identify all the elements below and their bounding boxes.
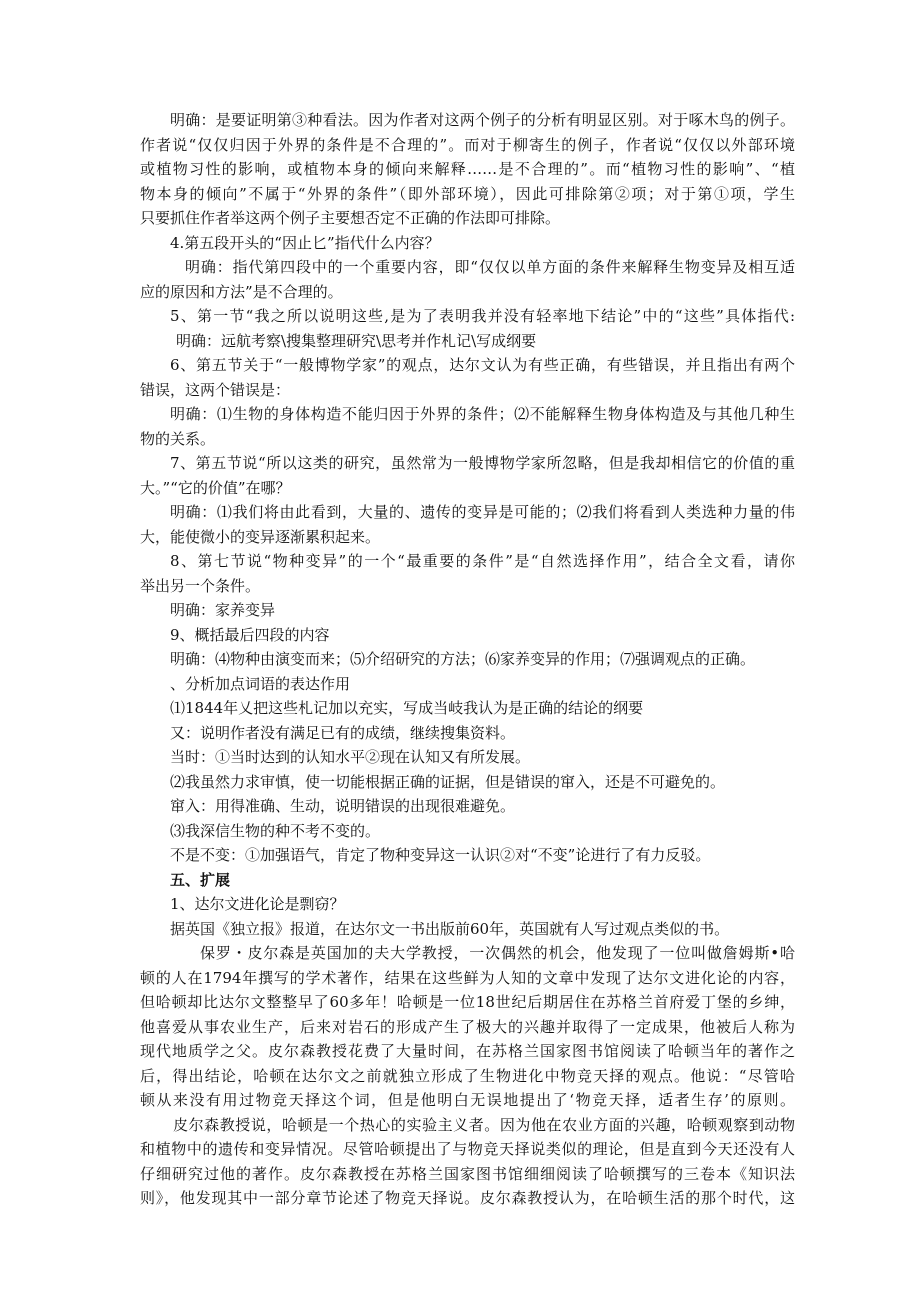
- text-line: 但哈顿却比达尔文整整早了60多年！哈顿是一位18世纪后期居住在苏格兰首府爱丁堡的乡绅，: [140, 993, 795, 1011]
- text-line: 举出另一个条件。: [140, 576, 261, 595]
- text-line: 后，得出结论，哈顿在达尔文之前就独立形成了生物进化中物竞天择的观点。他说：“尽管哈: [140, 1066, 795, 1085]
- section-heading: 五、扩展: [170, 870, 231, 889]
- text-line: 作者说“仅仅归因于外界的条件是不合理的”。而对于柳寄生的例子，作者说“仅仅以外部环境: [140, 135, 795, 154]
- text-line: 明确：远航考察\搜集整理研究\思考并作札记\写成纲要: [176, 331, 537, 350]
- text-line: 物的关系。: [140, 429, 216, 448]
- text-line: 明确：家养变异: [170, 601, 276, 619]
- text-line: 又：说明作者没有满足已有的成绩，继续搜集资料。: [170, 723, 516, 742]
- text-line: 错误，这两个错误是：: [140, 380, 291, 399]
- text-line: 皮尔森教授说，哈顿是一个热心的实验主义者。因为他在农业方面的兴趣，哈顿观察到动物: [173, 1115, 795, 1134]
- text-line: 明确：⑷物种由演变而来；⑸介绍研究的方法；⑹家养变异的作用；⑺强调观点的正确。: [170, 650, 756, 668]
- text-line: 大。”“它的价值”在哪？: [140, 478, 291, 497]
- text-line: 窜入：用得准确、生动，说明错误的出现很难避免。: [170, 797, 516, 815]
- text-line: 保罗・皮尔森是英国加的夫大学教授，一次偶然的机会，他发现了一位叫做詹姆斯•哈: [200, 944, 795, 962]
- text-line: 6、第五节关于“一般博物学家”的观点，达尔文认为有些正确，有些错误，并且指出有两个: [170, 356, 795, 374]
- text-line: 明确：⑴生物的身体构造不能归因于外界的条件；⑵不能解释生物身体构造及与其他几种生: [170, 405, 795, 423]
- text-line: 9、概括最后四段的内容: [170, 625, 330, 644]
- text-line: 8、第七节说“物种变异”的一个“最重要的条件”是“自然选择作用”，结合全文看，请你: [170, 552, 795, 570]
- text-line: ⑴1844年乂把这些札记加以充实，写成当岐我认为是正确的结论的纲要: [170, 699, 644, 717]
- text-line: 当时：①当时达到的认知水平②现在认知又有所发展。: [170, 748, 531, 766]
- text-line: 现代地质学之父。皮尔森教授花费了大量时间，在苏格兰国家图书馆阅读了哈顿当年的著作之: [140, 1042, 795, 1060]
- text-line: 和植物中的遗传和变异情况。尽管哈顿提出了与物竞天择说类似的理论，但是直到今天还没有人: [140, 1140, 795, 1158]
- text-line: 顿从来没有用过物竞天择这个词，但是他明白无误地提出了‘物竞天择，适者生存’的原则。: [140, 1091, 795, 1109]
- text-line: 7、第五节说“所以这类的研究，虽然常为一般博物学家所忽略，但是我却相信它的价值的重: [170, 454, 795, 472]
- text-line: 应的原因和方法”是不合理的。: [140, 282, 343, 301]
- text-line: 物本身的倾向”不属于“外界的条件”（即外部环境），因此可排除第②项；对于第①项，学生: [140, 184, 795, 203]
- text-line: 顿的人在1794年撰写的学术著作，结果在这些鲜为人知的文章中发现了达尔文进化论的内容，: [140, 968, 795, 987]
- text-line: 据英国《独立报》报道，在达尔文一书出版前60年，英国就有人写过观点类似的书。: [170, 919, 730, 938]
- text-line: 1、达尔文进化论是剽窃？: [170, 895, 345, 913]
- text-line: 明确：指代第四段中的一个重要内容，即“仅仅以单方面的条件来解释生物变异及相互适: [185, 258, 795, 276]
- text-line: 5、第一节“我之所以说明这些,是为了表明我并没有轻率地下结论”中的“这些”具体指代:: [170, 307, 795, 325]
- text-line: 大，能使微小的变异逐渐累积起来。: [140, 527, 381, 546]
- text-line: ⑶我深信生物的种不考不变的。: [170, 821, 381, 840]
- text-line: 4.第五段开头的“因止匕”指代什么内容？: [170, 233, 440, 252]
- text-line: 明确：是要证明第③种看法。因为作者对这两个例子的分析有明显区别。对于啄木鸟的例子。: [170, 111, 795, 129]
- text-line: 或植物习性的影响，或植物本身的倾向来解释……是不合理的”。而“植物习性的影响”、“植: [140, 160, 795, 178]
- text-line: 、分析加点词语的表达作用: [170, 674, 351, 693]
- text-line: 他喜爱从事农业生产，后来对岩石的形成产生了极大的兴趣并取得了一定成果，他被后人称为: [140, 1017, 795, 1036]
- text-line: 仔细研究过他的著作。皮尔森教授在苏格兰国家图书馆细细阅读了哈顿撰写的三卷本《知识法: [140, 1164, 795, 1183]
- text-line: 则》，他发现其中一部分章节论述了物竞天择说。皮尔森教授认为，在哈顿生活的那个时代，这: [140, 1189, 795, 1207]
- text-line: 明确：⑴我们将由此看到，大量的、遗传的变异是可能的；⑵我们将看到人类选种力量的伟: [170, 503, 795, 521]
- text-line: 只要抓住作者举这两个例子主要想否定不正确的作法即可排除。: [140, 209, 561, 227]
- text-line: ⑵我虽然力求审慎，使一切能根据正确的证据，但是错误的窜入，还是不可避免的。: [170, 772, 726, 791]
- text-line: 不是不变：①加强语气，肯定了物种变异这一认识②对“不变”论进行了有力反驳。: [170, 846, 711, 864]
